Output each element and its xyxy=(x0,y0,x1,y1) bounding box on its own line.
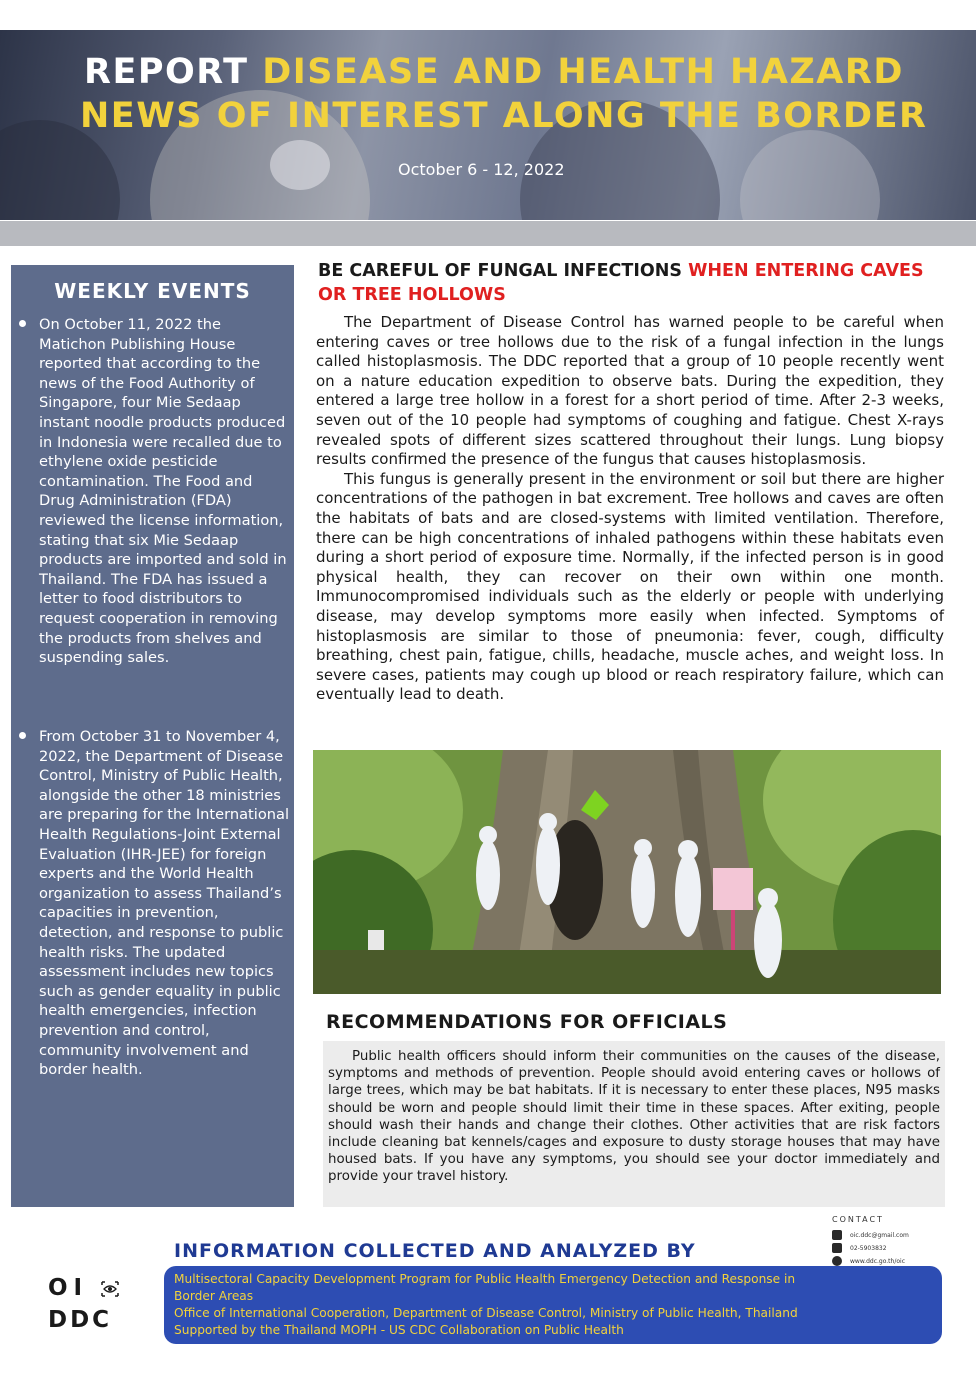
logo-oi-text: OI xyxy=(48,1275,89,1301)
bullet-icon xyxy=(19,320,26,327)
email-icon xyxy=(832,1230,842,1240)
header-divider-bar xyxy=(0,221,976,246)
eye-icon xyxy=(100,1280,120,1298)
banner-photo-shape xyxy=(270,140,330,190)
recommendations-text: Public health officers should inform their communities on the causes of the disease, symptoms and methods of prevention. People should avoid entering caves or hollows of large trees, which may be bat habitats. If it is necessary to enter these places, N95 masks should be worn and people should limit their time in these spaces. After exiting, people should wash their hands and change their clothes. Other activities that are risk factors include cleaning bat kennels/cages and exposure to dusty storage houses that may have housed bats. If you have any symptoms, you should see your doctor immediately and provide your travel history. xyxy=(328,1049,940,1185)
phone-icon xyxy=(832,1243,842,1253)
weekly-events-title: WEEKLY EVENTS xyxy=(54,279,251,303)
contact-phone-text: 02-5903832 xyxy=(850,1245,887,1252)
article-title-part1: BE CAREFUL OF FUNGAL INFECTIONS xyxy=(318,261,689,281)
info-collected-title: INFORMATION COLLECTED AND ANALYZED BY xyxy=(174,1240,696,1262)
article-paragraph: This fungus is generally present in the environment or soil but there are higher concentrations of the pathogen in bat excrement. Tree hollows and caves are often the habitats of bats and are closed-systems with limited ventilation. Therefore, there can be high concentrations of inhaled pathogens within these habitats even during a short period of exposure time. Normally, if the infected person is in good physical health, they can recover on their own within one month. Immunocompromised individuals such as the elderly or people with underlying disease, may develop symptoms more easily when infected. Symptoms of histoplasmosis are similar to those of pneumonia: fever, cough, difficulty breathing, chest pain, fatigue, chills, headache, muscle aches, and weight loss. In severe cases, patients may cough up blood or reach respiratory failure, which can eventually lead to death. xyxy=(316,469,944,704)
recommendations-title: RECOMMENDATIONS FOR OFFICIALS xyxy=(326,1011,728,1033)
banner-photo-shape xyxy=(740,130,880,220)
contact-website-text: www.ddc.go.th/oic xyxy=(850,1258,905,1265)
title-report-word: REPORT xyxy=(84,52,263,92)
report-title-line2: NEWS OF INTEREST ALONG THE BORDER xyxy=(80,96,928,136)
info-collected-box xyxy=(164,1266,942,1344)
weekly-event-item xyxy=(39,315,291,668)
weekly-event-text: From October 31 to November 4, 2022, the Department of Disease Control, Ministry of Public Health, alongside the other 18 ministries are preparing for the International Health Regulations-Joint External Evaluation (IHR-JEE) for foreign experts and the World Health organization to assess Thailand’s capacities in prevention, detection, and response to public health risks. The updated assessment includes new topics such as gender equality in public health emergencies, infection prevention and control, community involvement and border health. xyxy=(39,728,290,1079)
article-body xyxy=(316,313,944,705)
info-line: Border Areas xyxy=(174,1289,254,1303)
recommendations-box xyxy=(323,1041,945,1207)
article-title-highlight: WHEN ENTERING CAVES OR TREE HOLLOWS xyxy=(318,261,924,305)
weekly-event-item xyxy=(39,727,291,1080)
info-line: Supported by the Thailand MOPH - US CDC Collaboration on Public Health xyxy=(174,1323,624,1337)
header-banner xyxy=(0,30,976,220)
oi-ddc-logo xyxy=(48,1275,128,1339)
contact-label: CONTACT xyxy=(832,1215,884,1224)
report-title-line1 xyxy=(84,50,964,94)
report-date: October 6 - 12, 2022 xyxy=(398,160,565,179)
contact-email-text: oic.ddc@gmail.com xyxy=(850,1232,909,1239)
article-paragraph: The Department of Disease Control has warned people to be careful when entering caves or tree hollows due to the risk of a fungal infection in the lungs called histoplasmosis. The DDC reported that a group of 10 people recently went on a nature education expedition to observe bats. During the expedition, they entered a large tree hollow in a forest for a short period of time. After 2-3 weeks, seven out of the 10 people had symptoms of coughing and fatigue. Chest X-rays revealed spots of different sizes scattered throughout their lungs. Lung biopsy results confirmed the presence of the fungus that causes histoplasmosis. xyxy=(316,313,944,469)
weekly-events-sidebar xyxy=(11,265,294,1207)
info-line: Multisectoral Capacity Development Program for Public Health Emergency Detection and Response in xyxy=(174,1272,796,1286)
bullet-icon xyxy=(19,732,26,739)
info-line: Office of International Cooperation, Department of Disease Control, Ministry of Public Health, Thailand xyxy=(174,1306,798,1320)
article-title xyxy=(318,259,938,307)
title-highlight: DISEASE AND HEALTH HAZARD xyxy=(262,52,904,92)
forest-tree-photo xyxy=(313,750,941,994)
logo-ddc-text: DDC xyxy=(48,1307,113,1333)
globe-icon xyxy=(832,1256,842,1266)
weekly-event-text: On October 11, 2022 the Matichon Publishing House reported that according to the news of the Food Authority of Singapore, four Mie Sedaap instant noodle products produced in Indonesia were recalled due to ethylene oxide pesticide contamination. The Food and Drug Administration (FDA) reviewed the license information, stating that six Mie Sedaap products are imported and sold in Thailand. The FDA has issued a letter to food distributors to request cooperation in removing the products from shelves and suspending sales. xyxy=(39,316,287,667)
forest-tree-illustration xyxy=(313,750,941,994)
